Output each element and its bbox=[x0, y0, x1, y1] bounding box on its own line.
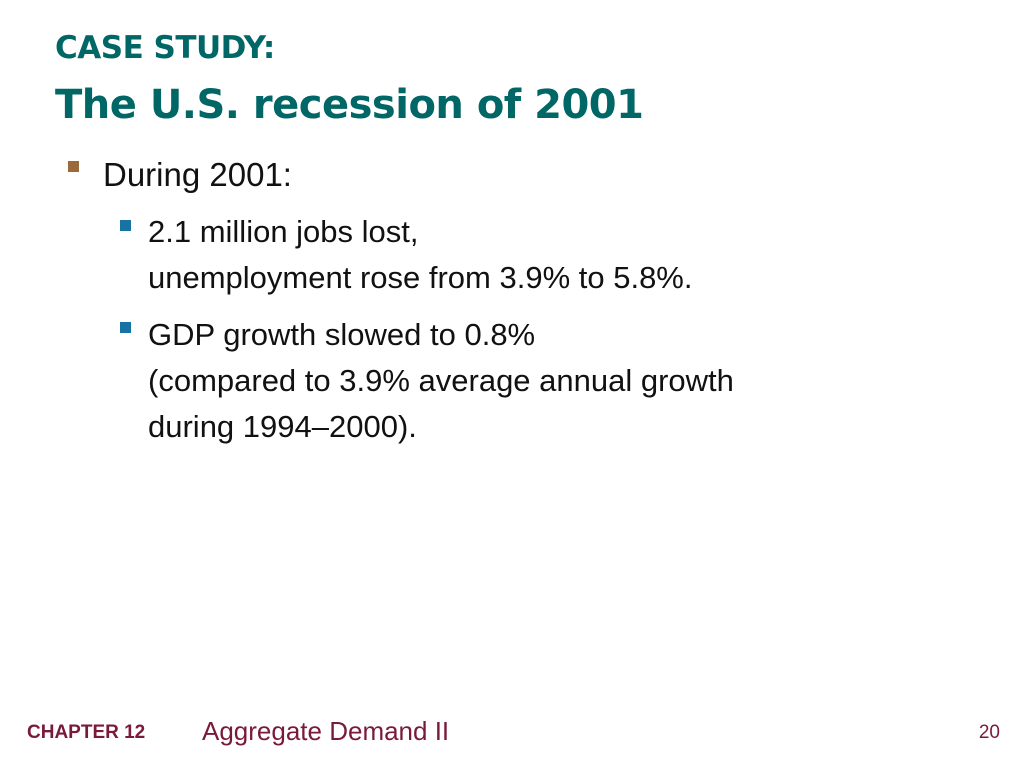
bullet-text: During 2001: bbox=[103, 156, 292, 193]
footer-chapter-title: Aggregate Demand II bbox=[202, 716, 450, 746]
slide-title-case-study: CASE STUDY: bbox=[55, 30, 275, 66]
square-bullet-icon bbox=[120, 322, 131, 333]
page-number: 20 bbox=[978, 722, 1000, 743]
text-line: 2.1 million jobs lost, bbox=[148, 214, 419, 249]
text-line: during 1994–2000). bbox=[148, 409, 417, 444]
text-line: GDP growth slowed to 0.8% bbox=[148, 317, 536, 352]
sub-bullet-text bbox=[148, 209, 692, 301]
square-bullet-icon bbox=[68, 161, 79, 172]
square-bullet-icon bbox=[120, 220, 131, 231]
slide-title: The U.S. recession of 2001 bbox=[55, 82, 644, 128]
text-line: (compared to 3.9% average annual growth bbox=[148, 363, 734, 398]
text-line: unemployment rose from 3.9% to 5.8%. bbox=[148, 260, 693, 295]
footer-chapter: CHAPTER 12 bbox=[27, 722, 146, 743]
sub-bullet-text bbox=[148, 312, 734, 450]
